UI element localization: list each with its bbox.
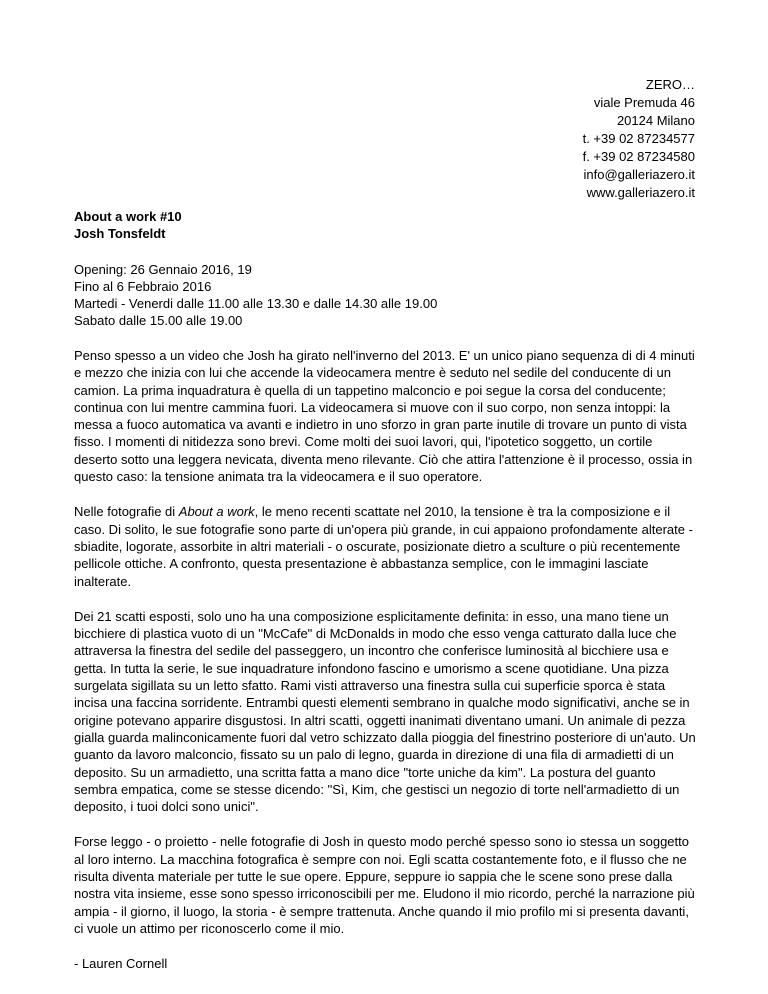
exhibition-title: About a work #10: [74, 209, 182, 224]
document-body: [74, 208, 696, 972]
paragraph-3: Dei 21 scatti esposti, solo uno ha una composizione esplicitamente definita: in esso, una mano tiene un bicchiere di plastica vuoto di un "McCafe" di McDonalds in modo che esso venga catturato dalla luce che attraversa la finestra del sedile del passeggero, un incontro che conferisce luminosità al bicchiere usa e getta. In tutta la serie, le sue inquadrature infondono fascino e umorismo a scene quotidiane. Una pizza surgelata sigillata su un letto sfatto. Rami visti attraverso una finestra sulla cui superficie sporca è stata incisa una faccina sorridente. Entrambi questi elementi sembrano in qualche modo significativi, anche se in origine potevano apparire disgustosi. In altri scatti, oggetti inanimati diventano umani. Un animale di pezza gialla guarda malinconicamente fuori dal vetro schizzato dalla pioggia del finestrino posteriore di un'auto. Un guanto da lavoro malconcio, fissato su un palo di legno, guarda in direzione di una fila di armadietti di un deposito. Su un armadietto, una scritta fatta a mano dice "torte uniche da kim". La postura del guanto sembra empatica, come se stesse dicendo: "Sì, Kim, che gestisci un negozio di torte nell'armadietto di un deposito, i tuoi dolci sono unici".: [74, 608, 696, 815]
paragraph-2-start: Nelle fotografie di: [74, 504, 179, 520]
gallery-address-block: [583, 76, 695, 202]
paragraph-1: Penso spesso a un video che Josh ha girato nell'inverno del 2013. E' un unico piano sequenza di di 4 minuti e mezzo che inizia con lui che accende la videocamera mentre è seduto nel sedile del conducente di un camion. La prima inquadratura è quella di un tappetino malconcio e poi segue la corsa del conducente; continua con lui mentre cammina fuori. La videocamera si muove con il suo corpo, non senza intoppi: la messa a fuoco automatica va avanti e indietro in uno sforzo in gran parte inutile di trovare un punto di vista fisso. I momenti di nitidezza sono brevi. Come molti dei suoi lavori, qui, l'ipotetico soggetto, un cortile deserto sotto una leggera nevicata, diventa meno rilevante. Ciò che attira l'attenzione è il processo, ossia in questo caso: la tensione animata tra la videocamera e il suo operatore.: [74, 348, 695, 485]
gallery-street: viale Premuda 46: [593, 95, 695, 110]
exhibition-info: [74, 261, 696, 329]
closing-date: Fino al 6 Febbraio 2016: [74, 279, 212, 294]
opening-date: Opening: 26 Gennaio 2016, 19: [74, 262, 252, 277]
saturday-hours: Sabato dalle 15.00 alle 19.00: [74, 313, 243, 328]
gallery-city: 20124 Milano: [616, 113, 695, 128]
weekday-hours: Martedi - Venerdi dalle 11.00 alle 13.30 e dalle 14.30 alle 19.00: [74, 296, 438, 311]
gallery-fax: f. +39 02 87234580: [582, 149, 695, 164]
paragraph-2: [74, 503, 696, 589]
paragraph-2-end: , le meno recenti scattate nel 2010, la tensione è tra la composizione e il caso. Di solito, le sue fotografie sono parte di un'opera più grande, in cui appaiono profondamente alterate - sbiadite, logorate, assorbite in altri materiali - o oscurate, posizionate dietro a sculture o più recentemente pellicole ottiche. A confronto, questa presentazione è abbastanza semplice, con le immagini lasciate inalterate.: [74, 504, 693, 589]
gallery-email: info@galleriazero.it: [583, 167, 695, 182]
artist-name: Josh Tonsfeldt: [74, 226, 166, 241]
gallery-name: ZERO…: [645, 77, 695, 92]
gallery-phone: t. +39 02 87234577: [582, 131, 695, 146]
paragraph-4: Forse leggo - o proietto - nelle fotografie di Josh in questo modo perché spesso sono io stessa un soggetto al loro interno. La macchina fotografica è sempre con noi. Egli scatta costantemente foto, e il flusso che ne risulta diventa materiale per tutte le sue opere. Eppure, seppure io sappia che le scene sono prese dalla nostra vita insieme, esse sono spesso irriconoscibili per me. Eludono il mio ricordo, perché la narrazione più ampia - il giorno, il luogo, la storia - è sempre trattenuta. Anche quando il mio profilo mi si presenta davanti, ci vuole un attimo per riconoscerlo come il mio.: [74, 834, 695, 936]
paragraph-2-italic-title: About a work: [178, 504, 255, 520]
author-signature: - Lauren Cornell: [74, 956, 168, 972]
gallery-website: www.galleriazero.it: [586, 185, 695, 200]
